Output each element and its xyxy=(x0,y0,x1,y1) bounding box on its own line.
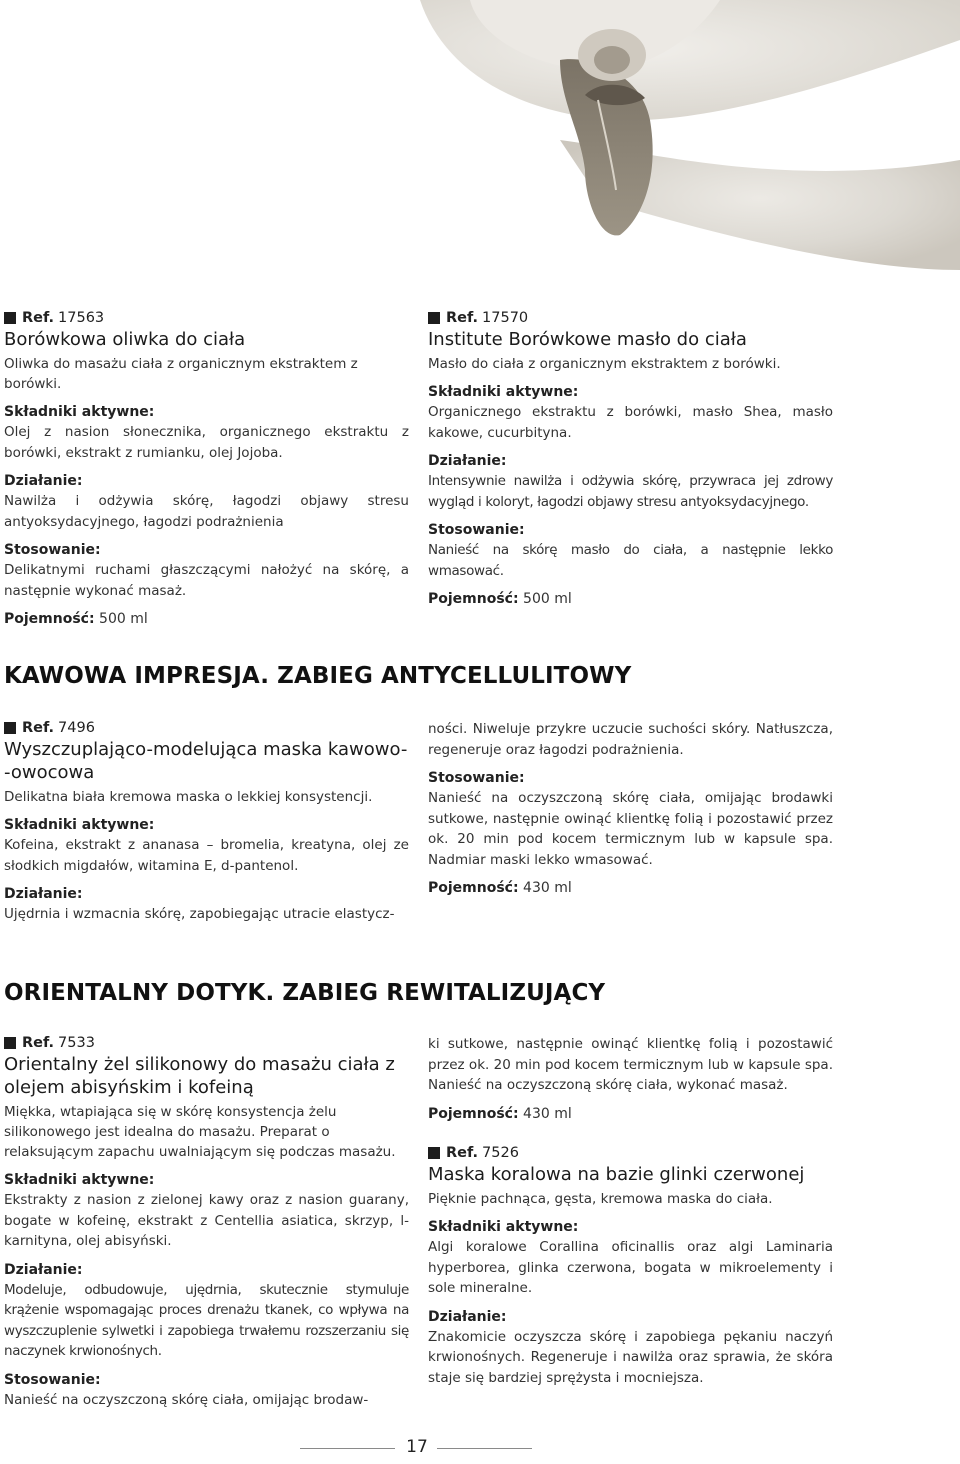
ingredients-label: Składniki aktywne: xyxy=(4,404,155,420)
capacity-label: Pojemność: xyxy=(428,591,519,607)
action-text: Modeluje, odbudowuje, ujędrnia, skutecznie stymuluje krążenie wspomagając proces drenażu tkanek, co wpływa na wyszczuplenie sylwetki i zapobiega trwałemu rozszerzaniu się naczynek krwionośnych. xyxy=(4,1281,409,1359)
ingredients-text: Kofeina, ekstrakt z ananasa – bromelia, kreatyna, olej ze słodkich migdałów, witamina E, d-pantenol. xyxy=(4,837,409,874)
product-ref xyxy=(4,1034,409,1052)
footer-rule-right xyxy=(437,1448,532,1449)
product-7533-right xyxy=(428,1034,833,1124)
capacity xyxy=(4,609,409,629)
product-ref xyxy=(4,309,409,327)
product-7526 xyxy=(428,1144,833,1396)
usage-text-part1: Nanieść na oczyszczoną skórę ciała, omijając brodaw- xyxy=(4,1391,369,1408)
ref-label: Ref. xyxy=(22,310,55,326)
usage-label: Stosowanie: xyxy=(4,1371,101,1388)
usage-text-part2: ki sutkowe, następnie owinąć klientkę folią i pozostawić przez ok. 20 min pod kocem termicznym lub w kapsule spa. Nanieść na oczyszczoną skórę ciała, wykonać masaż. xyxy=(428,1036,833,1093)
product-name: Wyszczuplająco-modelująca maska kawowo--owocowa xyxy=(4,739,408,783)
action-text-part1: Ujędrnia i wzmacnia skórę, zapobiegając utracie elastycz- xyxy=(4,906,395,922)
action-text: Intensywnie nawilża i odżywia skórę, przywraca jej zdrowy wygląd i koloryt, łagodzi objawy stresu antyoksydacyjnego. xyxy=(428,473,833,510)
usage-label: Stosowanie: xyxy=(428,522,525,538)
capacity-value: 430 ml xyxy=(523,1105,572,1122)
ref-label: Ref. xyxy=(446,310,479,326)
product-ref xyxy=(4,719,409,737)
ref-number: 17570 xyxy=(482,310,529,326)
capacity-label: Pojemność: xyxy=(428,880,519,896)
ingredients-text: Algi koralowe Corallina oficinallis oraz algi Laminaria hyperborea, glinka czerwona, bogata w mikroelementy i sole mineralne. xyxy=(428,1239,833,1296)
capacity-value: 500 ml xyxy=(99,611,148,627)
page-number: 17 xyxy=(406,1437,428,1457)
product-name: Orientalny żel silikonowy do masażu ciała z olejem abisyńskim i kofeiną xyxy=(4,1054,395,1098)
capacity-label: Pojemność: xyxy=(428,1105,519,1122)
ingredients-label: Składniki aktywne: xyxy=(428,1219,579,1235)
action-text: Znakomicie oczyszcza skórę i zapobiega pękaniu naczyń krwionośnych. Regeneruje i nawilża oraz sprawia, że skóra staje się bardziej sprężysta i mocniejsza. xyxy=(428,1328,833,1386)
product-description: Masło do ciała z organicznym ekstraktem z borówki. xyxy=(428,356,781,372)
action-label: Działanie: xyxy=(4,1261,83,1278)
action-label: Działanie: xyxy=(4,886,83,902)
bullet-square-icon xyxy=(4,1037,16,1049)
ref-number: 17563 xyxy=(58,310,105,326)
product-name: Maska koralowa na bazie glinki czerwonej xyxy=(428,1164,805,1185)
section-title-coffee: KAWOWA IMPRESJA. ZABIEG ANTYCELLULITOWY xyxy=(4,663,632,689)
product-description: Oliwka do masażu ciała z organicznym ekstraktem z borówki. xyxy=(4,356,358,392)
bullet-square-icon xyxy=(4,722,16,734)
ref-label: Ref. xyxy=(22,1035,55,1051)
action-label: Działanie: xyxy=(428,453,507,469)
product-7533-left xyxy=(4,1034,409,1418)
orchid-flower-image xyxy=(0,0,960,270)
product-7496-left xyxy=(4,719,409,933)
bullet-square-icon xyxy=(4,312,16,324)
usage-text: Nanieść na oczyszczoną skórę ciała, omijając brodawki sutkowe, następnie owinąć klientkę folią i pozostawić przez ok. 20 min pod kocem termicznym lub w kapsule spa. Nadmiar maski lekko wmasować. xyxy=(428,790,833,868)
ingredients-text: Olej z nasion słonecznika, organicznego ekstraktu z borówki, ekstrakt z rumianku, olej Jojoba. xyxy=(4,424,409,461)
ingredients-label: Składniki aktywne: xyxy=(4,817,155,833)
product-ref xyxy=(428,1144,833,1162)
ref-number: 7533 xyxy=(58,1035,95,1051)
usage-label: Stosowanie: xyxy=(4,542,101,558)
capacity xyxy=(428,1104,833,1124)
action-text: Nawilża i odżywia skórę, łagodzi objawy stresu antyoksydacyjnego, łagodzi podrażnienia xyxy=(4,493,409,530)
usage-text: Delikatnymi ruchami głaszczącymi nałożyć na skórę, a następnie wykonać masaż. xyxy=(4,562,409,599)
bullet-square-icon xyxy=(428,1147,440,1159)
ingredients-label: Składniki aktywne: xyxy=(4,1172,155,1188)
footer-rule-left xyxy=(300,1448,395,1449)
action-label: Działanie: xyxy=(4,473,83,489)
ref-label: Ref. xyxy=(22,720,55,736)
ingredients-text: Organicznego ekstraktu z borówki, masło Shea, masło kakowe, cucurbityna. xyxy=(428,404,833,441)
ingredients-label: Składniki aktywne: xyxy=(428,384,579,400)
product-name: Institute Borówkowe masło do ciała xyxy=(428,329,747,350)
product-description: Pięknie pachnąca, gęsta, kremowa maska do ciała. xyxy=(428,1191,773,1207)
capacity-label: Pojemność: xyxy=(4,611,95,627)
bullet-square-icon xyxy=(428,312,440,324)
usage-text: Nanieść na skórę masło do ciała, a następnie lekko wmasować. xyxy=(428,542,833,579)
capacity-value: 430 ml xyxy=(523,880,572,896)
ref-number: 7496 xyxy=(58,720,95,736)
product-description: Delikatna biała kremowa maska o lekkiej konsystencji. xyxy=(4,789,373,805)
ref-number: 7526 xyxy=(482,1145,519,1161)
product-17570 xyxy=(428,309,833,609)
action-label: Działanie: xyxy=(428,1308,507,1325)
product-name: Borówkowa oliwka do ciała xyxy=(4,329,246,350)
usage-label: Stosowanie: xyxy=(428,770,525,786)
ingredients-text: Ekstrakty z nasion z zielonej kawy oraz z nasion guarany, bogate w kofeinę, ekstrakt z Centellia asiatica, skrzyp, l-karnityna, olej abisyński. xyxy=(4,1192,409,1249)
capacity xyxy=(428,589,833,609)
product-ref xyxy=(428,309,833,327)
product-description: Miękka, wtapiająca się w skórę konsystencja żelu silikonowego jest idealna do masażu. Preparat o relaksującym zapachu uwalniającym się podczas masażu. xyxy=(4,1104,396,1160)
product-17563 xyxy=(4,309,409,629)
action-text-part2: ności. Niweluje przykre uczucie suchości skóry. Natłuszcza, regeneruje oraz łagodzi podrażnienia. xyxy=(428,721,833,758)
capacity-value: 500 ml xyxy=(523,591,572,607)
capacity xyxy=(428,878,833,898)
product-7496-right xyxy=(428,719,833,898)
ref-label: Ref. xyxy=(446,1145,479,1161)
section-title-oriental: ORIENTALNY DOTYK. ZABIEG REWITALIZUJĄCY xyxy=(4,980,606,1006)
